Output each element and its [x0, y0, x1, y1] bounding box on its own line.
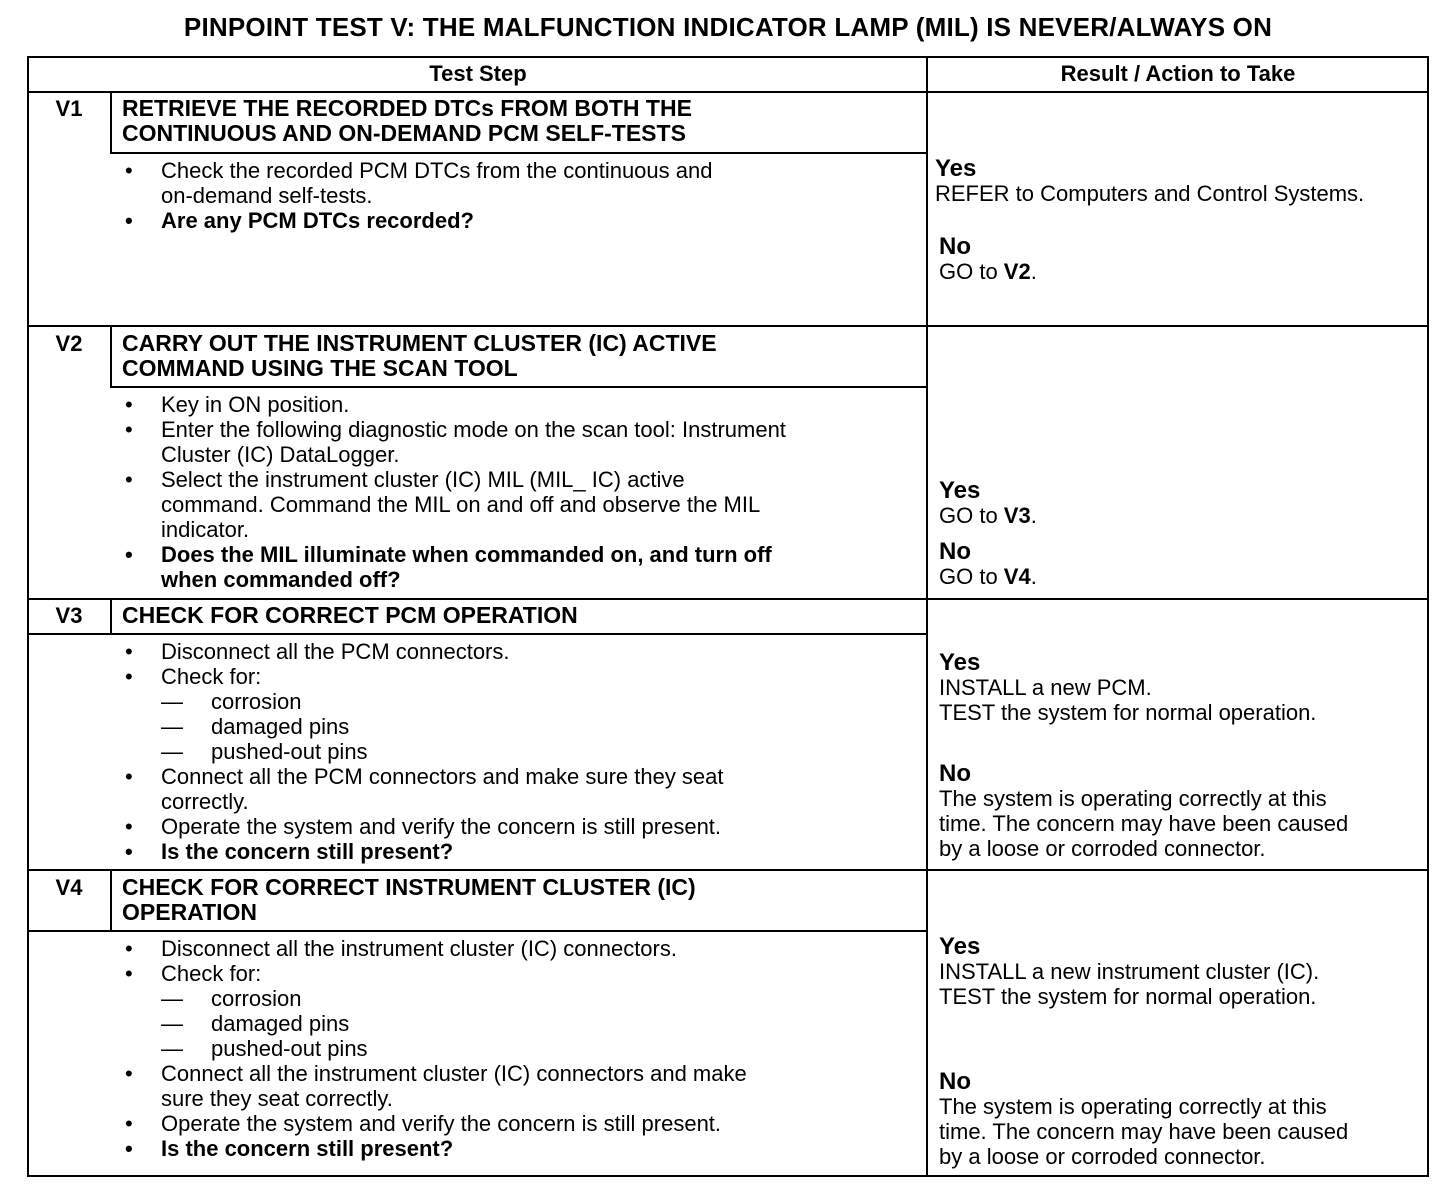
step-id: V3	[55, 603, 83, 628]
step-id: V2	[55, 331, 83, 356]
list-item: • Disconnect all the instrument cluster (IC) connectors.	[125, 936, 677, 961]
step-title: CHECK FOR CORRECT PCM OPERATION	[122, 602, 578, 628]
page-title: PINPOINT TEST V: THE MALFUNCTION INDICATOR LAMP (MIL) IS NEVER/ALWAYS ON	[183, 12, 1273, 42]
result-yes: Yes GO to V3.	[939, 477, 1037, 528]
step-title: CARRY OUT THE INSTRUMENT CLUSTER (IC) ACTIVE COMMAND USING THE SCAN TOOL	[122, 330, 717, 381]
pinpoint-table	[27, 56, 1429, 1177]
sub-item: — pushed-out pins	[161, 739, 368, 764]
list-item: • Select the instrument cluster (IC) MIL (MIL_ IC) active command. Command the MIL on and off and observe the MIL indicator.	[125, 467, 761, 542]
list-item: • Is the concern still present?	[125, 839, 454, 864]
list-item: • Enter the following diagnostic mode on the scan tool: Instrument Cluster (IC) DataLogger.	[125, 417, 786, 467]
result-yes: Yes REFER to Computers and Control Systems.	[935, 155, 1365, 206]
list-item: • Are any PCM DTCs recorded?	[125, 208, 474, 233]
step-id: V1	[55, 96, 83, 121]
step-title: CHECK FOR CORRECT INSTRUMENT CLUSTER (IC) OPERATION	[122, 874, 696, 925]
list-item: • Key in ON position.	[125, 392, 350, 417]
list-item: • Disconnect all the PCM connectors.	[125, 639, 510, 664]
step-id: V4	[55, 875, 83, 900]
step-title: RETRIEVE THE RECORDED DTCs FROM BOTH THE CONTINUOUS AND ON-DEMAND PCM SELF-TESTS	[122, 95, 692, 146]
result-yes: Yes INSTALL a new instrument cluster (IC). TEST the system for normal operation.	[939, 933, 1320, 1009]
result-no: No The system is operating correctly at this time. The concern may have been caused by a loose or corroded connector.	[939, 1068, 1349, 1169]
list-item: • Connect all the PCM connectors and make sure they seat correctly.	[125, 764, 724, 814]
header-divider	[29, 91, 1427, 93]
step-items	[119, 392, 889, 592]
list-item: • Operate the system and verify the concern is still present.	[125, 1111, 722, 1136]
step-items	[119, 936, 889, 1161]
step-items	[119, 639, 889, 864]
result-yes: Yes INSTALL a new PCM. TEST the system for normal operation.	[939, 649, 1317, 725]
sub-item: — damaged pins	[161, 1011, 350, 1036]
list-item: • Is the concern still present?	[125, 1136, 454, 1161]
result-no: No GO to V4.	[939, 538, 1037, 589]
list-item: • Check for:	[125, 664, 262, 689]
list-item: • Connect all the instrument cluster (IC) connectors and make sure they seat correctly.	[125, 1061, 747, 1111]
header-test-step: Test Step	[429, 61, 527, 86]
sub-item: — corrosion	[161, 986, 302, 1011]
step-items	[119, 158, 889, 233]
list-item: • Check the recorded PCM DTCs from the continuous and on-demand self-tests.	[125, 158, 713, 208]
result-no: No GO to V2.	[939, 233, 1037, 284]
sub-item: — pushed-out pins	[161, 1036, 368, 1061]
header-result: Result / Action to Take	[1060, 61, 1296, 86]
column-divider	[926, 58, 928, 1175]
list-item: • Operate the system and verify the concern is still present.	[125, 814, 722, 839]
sub-item: — corrosion	[161, 689, 302, 714]
list-item: • Check for:	[125, 961, 262, 986]
result-no: No The system is operating correctly at this time. The concern may have been caused by a loose or corroded connector.	[939, 760, 1349, 861]
list-item: • Does the MIL illuminate when commanded on, and turn off when commanded off?	[125, 542, 772, 592]
sub-item: — damaged pins	[161, 714, 350, 739]
